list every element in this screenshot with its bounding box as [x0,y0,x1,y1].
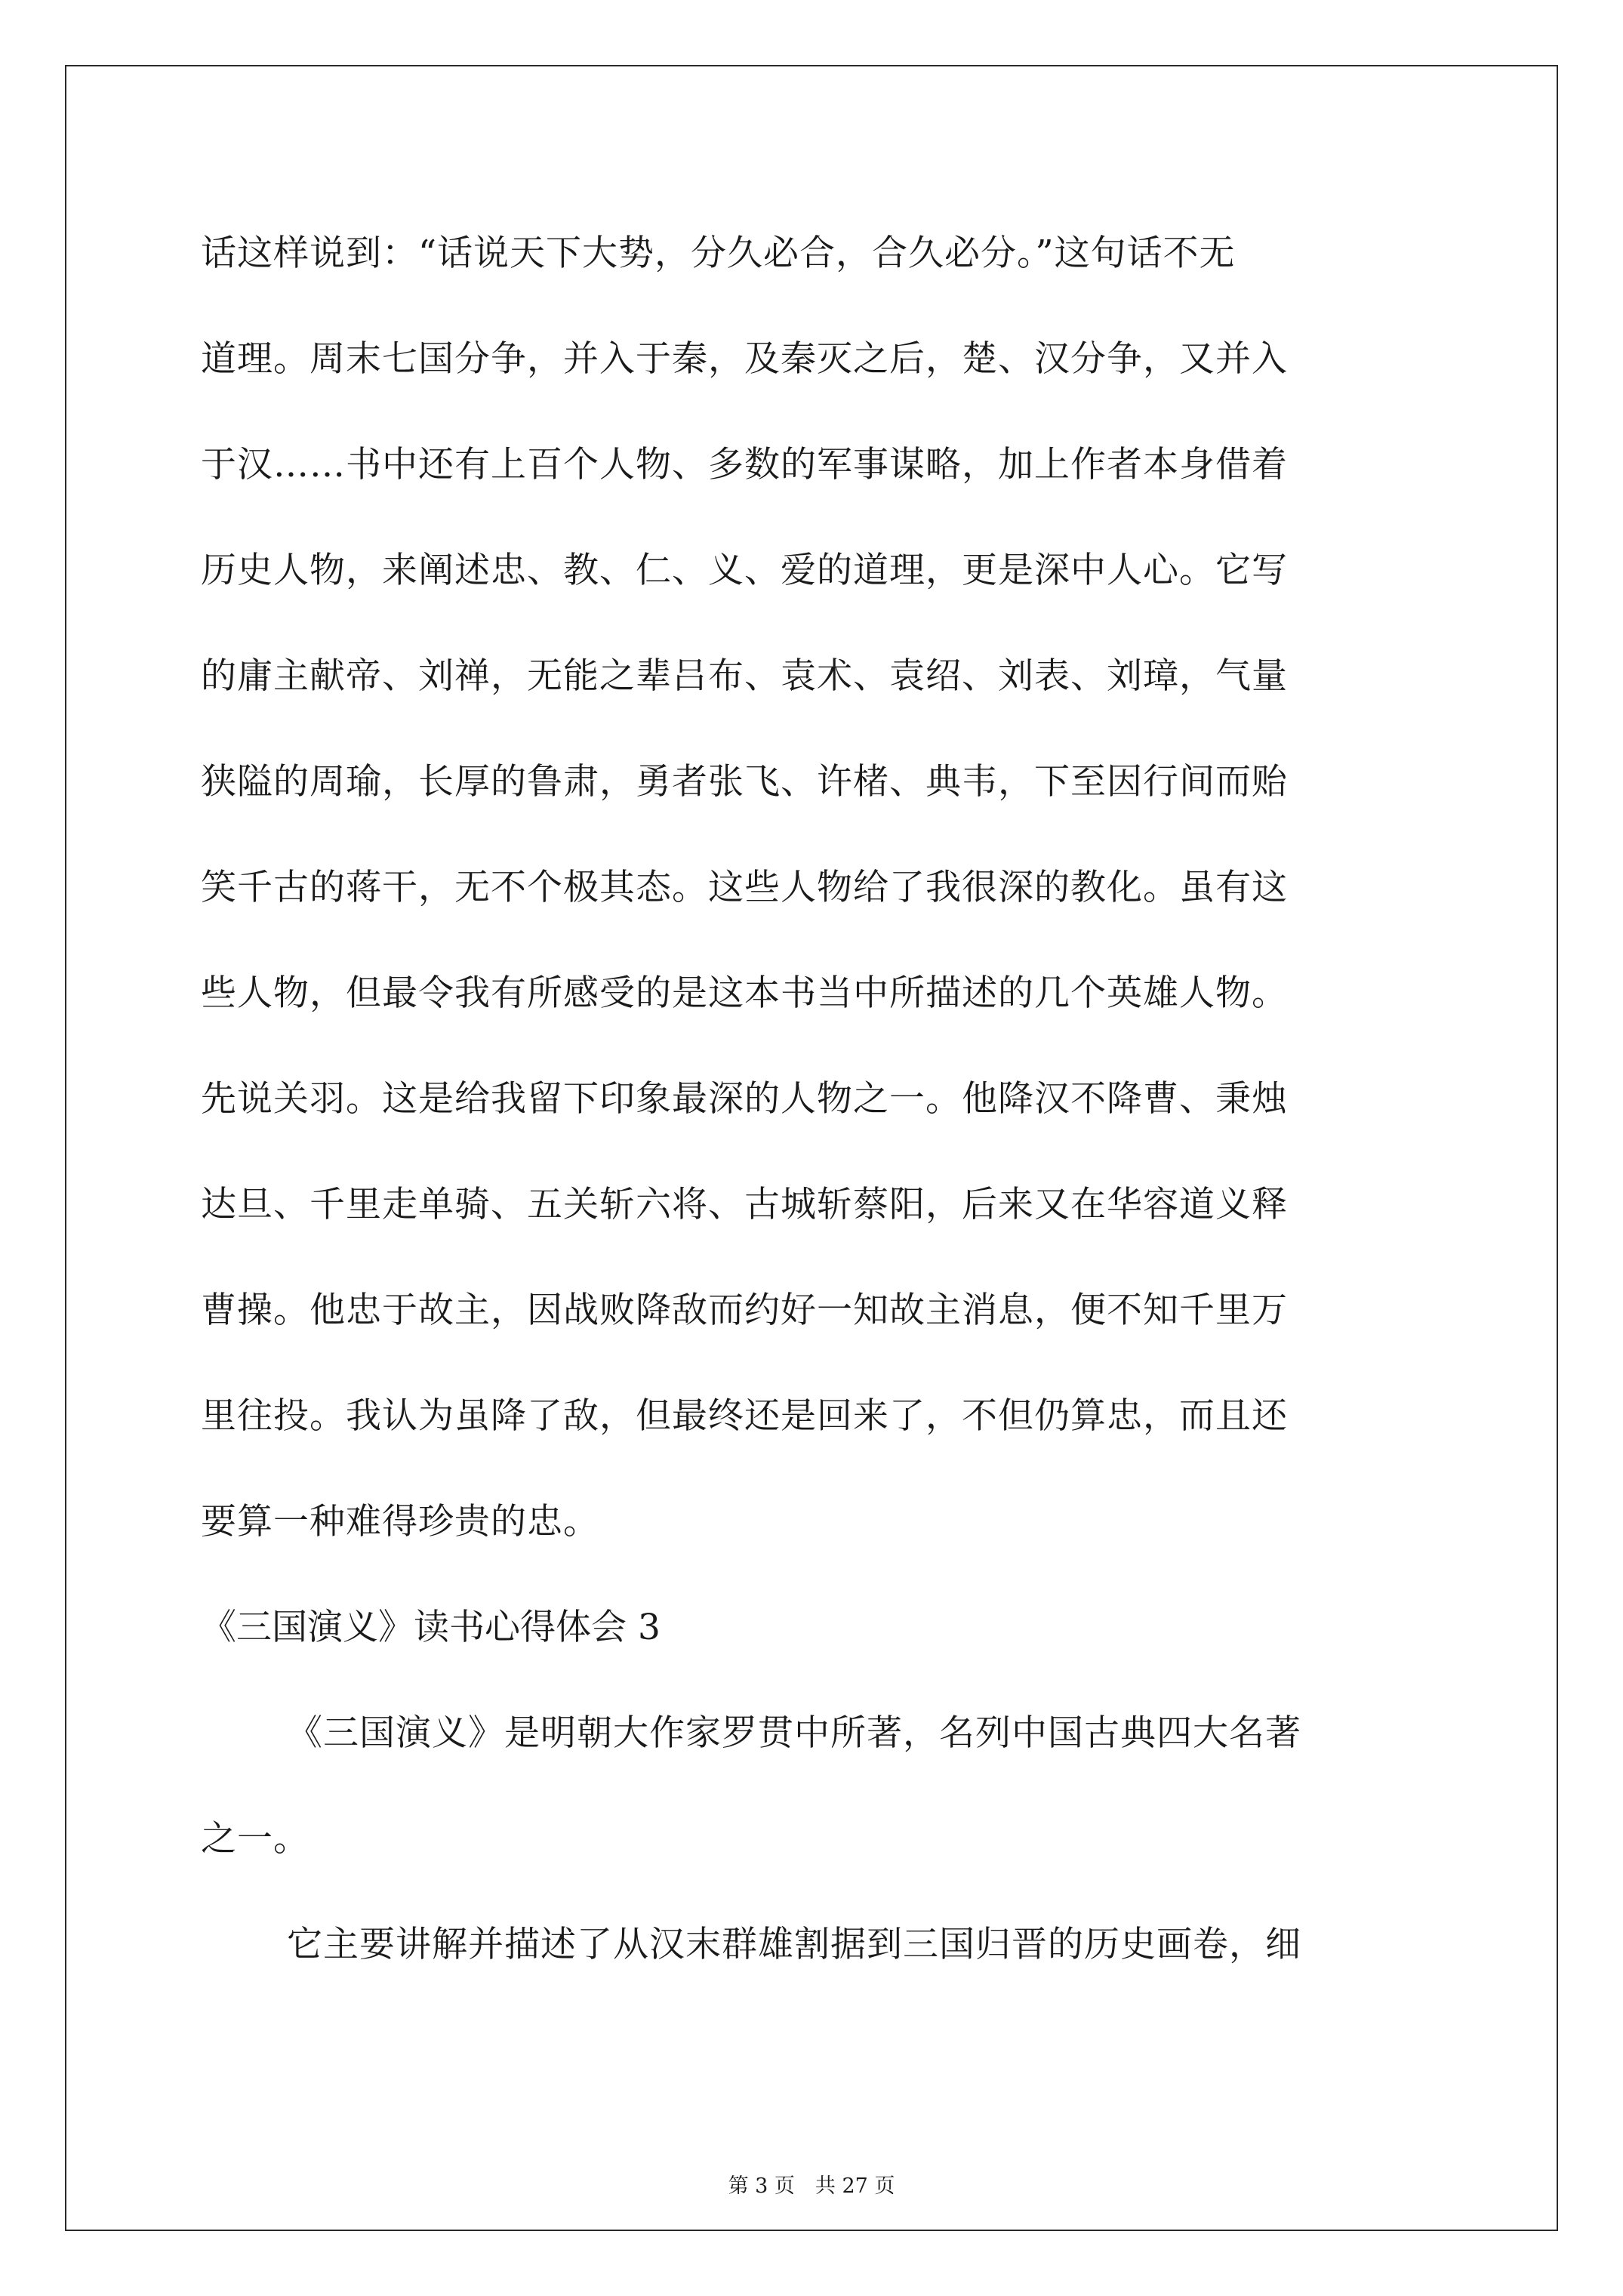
body-line: 先说关羽。这是给我留下印象最深的人物之一。他降汉不降曹、秉烛 [201,1078,1288,1120]
body-line: 历史人物，来阐述忠、教、仁、义、爱的道理，更是深中人心。它写 [201,550,1288,591]
section-heading: 《三国演义》读书心得体会 3 [201,1607,661,1648]
body-line: 话这样说到：“话说天下大势，分久必合，合久必分。”这句话不无 [201,233,1236,274]
body-line: 曹操。他忠于故主，因战败降敌而约好一知故主消息，便不知千里万 [201,1290,1288,1331]
body-line: 要算一种难得珍贵的忠。 [201,1501,599,1542]
body-line: 于汉……书中还有上百个人物、多数的军事谋略，加上作者本身借着 [201,444,1288,485]
body-line: 达旦、千里走单骑、五关斩六将、古城斩蔡阳，后来又在华容道义释 [201,1184,1288,1225]
body-line: 之一。 [201,1818,310,1860]
body-line: 狭隘的周瑜，长厚的鲁肃，勇者张飞、许楮、典韦，下至因行间而贻 [201,761,1288,803]
body-line: 些人物，但最令我有所感受的是这本书当中所描述的几个英雄人物。 [201,972,1288,1014]
body-line: 它主要讲解并描述了从汉末群雄割据到三国归晋的历史画卷，细 [287,1924,1301,1965]
page-border [65,65,1558,2231]
body-line: 道理。周末七国分争，并入于秦，及秦灭之后，楚、汉分争，又并入 [201,338,1288,380]
body-line: 笑千古的蒋干，无不个极其态。这些人物给了我很深的教化。虽有这 [201,867,1288,908]
body-line: 的庸主献帝、刘禅，无能之辈吕布、袁术、袁绍、刘表、刘璋，气量 [201,655,1288,697]
page-number-footer: 第 3 页 共 27 页 [728,2174,895,2198]
body-line: 里往投。我认为虽降了敌，但最终还是回来了，不但仍算忠，而且还 [201,1395,1288,1437]
body-line: 《三国演义》是明朝大作家罗贯中所著，名列中国古典四大名著 [287,1712,1301,1754]
